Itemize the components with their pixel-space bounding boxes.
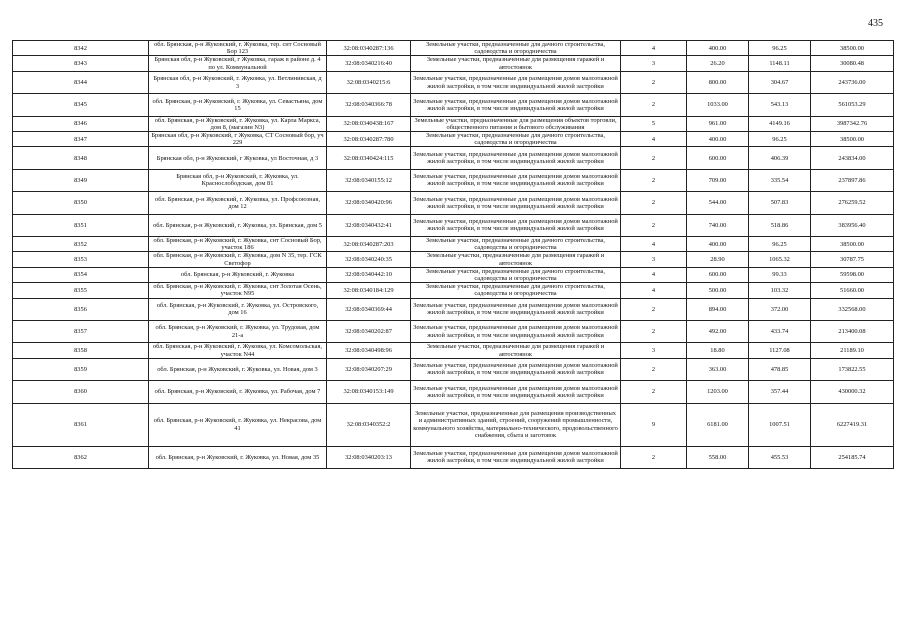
cadastral-value-table <box>12 40 894 469</box>
use-code-cell: 2 <box>621 298 687 320</box>
area-cell: 961.00 <box>687 116 749 131</box>
address-cell: обл. Брянская, р-н Жуковский, г. Жуковка, тер. снт Сосновый Бор 123 <box>149 41 327 56</box>
land-use-cell: Земельные участки, предназначенные для размещения домов малоэтажной жилой застройки, в том числе индивидуальной жилой застройки <box>411 94 621 116</box>
use-code-cell: 2 <box>621 358 687 380</box>
cadastral-value-cell: 3987342.76 <box>811 116 894 131</box>
table-row <box>13 252 894 267</box>
row-number: 8354 <box>13 267 149 282</box>
area-cell: 500.00 <box>687 283 749 298</box>
table-row <box>13 236 894 251</box>
table-row <box>13 192 894 214</box>
area-cell: 28.90 <box>687 252 749 267</box>
use-code-cell: 3 <box>621 252 687 267</box>
use-code-cell: 5 <box>621 116 687 131</box>
specific-value-cell: 1007.51 <box>749 403 811 446</box>
use-code-cell: 9 <box>621 403 687 446</box>
address-cell: обл. Брянская, р-н Жуковский, г. Жуковка, ул. Рабочая, дом 7 <box>149 381 327 403</box>
table-row <box>13 381 894 403</box>
land-use-cell: Земельные участки, предназначенные для размещения домов малоэтажной жилой застройки, в том числе индивидуальной жилой застройки <box>411 192 621 214</box>
table-row <box>13 41 894 56</box>
page-number: 435 <box>868 18 883 29</box>
use-code-cell: 2 <box>621 446 687 468</box>
area-cell: 400.00 <box>687 41 749 56</box>
row-number: 8346 <box>13 116 149 131</box>
row-number: 8351 <box>13 214 149 236</box>
address-cell: Брянская обл, р-н Жуковский, г Жуковка, гараж в районе д. 4 по ул. Коммунальной <box>149 56 327 71</box>
address-cell: обл. Брянская, р-н Жуковский, г. Жуковка, ул. Островского, дом 16 <box>149 298 327 320</box>
specific-value-cell: 4149.16 <box>749 116 811 131</box>
cadastral-value-cell: 430000.32 <box>811 381 894 403</box>
specific-value-cell: 96.25 <box>749 41 811 56</box>
address-cell: Брянская обл, р-н Жуковский, г. Жуковка, ул. Ветлинивская, д 3 <box>149 71 327 93</box>
cadastral-number-cell: 32:08:0340184:129 <box>327 283 411 298</box>
table-row <box>13 446 894 468</box>
table-row <box>13 267 894 282</box>
use-code-cell: 3 <box>621 56 687 71</box>
row-number: 8360 <box>13 381 149 403</box>
area-cell: 400.00 <box>687 236 749 251</box>
land-use-cell: Земельные участки, предназначенные для размещения гаражей и автостоянок <box>411 343 621 358</box>
cadastral-number-cell: 32:08:0340153:149 <box>327 381 411 403</box>
land-use-cell: Земельные участки, предназначенные для размещения домов малоэтажной жилой застройки, в том числе индивидуальной жилой застройки <box>411 446 621 468</box>
specific-value-cell: 518.86 <box>749 214 811 236</box>
land-use-cell: Земельные участки, предназначенные для размещения домов малоэтажной жилой застройки, в том числе индивидуальной жилой застройки <box>411 320 621 342</box>
cadastral-number-cell: 32:08:0340420:96 <box>327 192 411 214</box>
address-cell: обл. Брянская, р-н Жуковский, г. Жуковка, ул. Брянская, дом 5 <box>149 214 327 236</box>
land-use-cell: Земельные участки, предназначенные для размещения домов малоэтажной жилой застройки, в том числе индивидуальной жилой застройки <box>411 358 621 380</box>
row-number: 8350 <box>13 192 149 214</box>
area-cell: 6181.00 <box>687 403 749 446</box>
cadastral-value-cell: 38500.00 <box>811 236 894 251</box>
land-use-cell: Земельные участки, предназначенные для размещения объектов торговли, общественного питания и бытового обслуживания <box>411 116 621 131</box>
area-cell: 1203.00 <box>687 381 749 403</box>
row-number: 8348 <box>13 147 149 169</box>
table-row <box>13 298 894 320</box>
address-cell: обл. Брянская, р-н Жуковский, г. Жуковка, ул. Некрасова, дом 41 <box>149 403 327 446</box>
row-number: 8353 <box>13 252 149 267</box>
use-code-cell: 3 <box>621 343 687 358</box>
land-use-cell: Земельные участки, предназначенные для размещения домов малоэтажной жилой застройки, в том числе индивидуальной жилой застройки <box>411 381 621 403</box>
cadastral-value-cell: 332568.00 <box>811 298 894 320</box>
area-cell: 1033.00 <box>687 94 749 116</box>
cadastral-number-cell: 32:08:0340498:96 <box>327 343 411 358</box>
cadastral-number-cell: 32:08:0340352:2 <box>327 403 411 446</box>
specific-value-cell: 507.83 <box>749 192 811 214</box>
row-number: 8358 <box>13 343 149 358</box>
table-row <box>13 94 894 116</box>
use-code-cell: 2 <box>621 147 687 169</box>
address-cell: обл. Брянская, р-н Жуковский, г. Жуковка, ул. Новая, дом 35 <box>149 446 327 468</box>
cadastral-value-cell: 30080.48 <box>811 56 894 71</box>
specific-value-cell: 96.25 <box>749 236 811 251</box>
cadastral-number-cell: 32:08:0340287:203 <box>327 236 411 251</box>
address-cell: обл. Брянская, р-н Жуковский, г. Жуковка, ул. Профсоюзная, дом 12 <box>149 192 327 214</box>
land-use-cell: Земельные участки, предназначенные для размещения домов малоэтажной жилой застройки, в том числе индивидуальной жилой застройки <box>411 169 621 191</box>
use-code-cell: 4 <box>621 236 687 251</box>
specific-value-cell: 103.32 <box>749 283 811 298</box>
cadastral-value-cell: 237897.86 <box>811 169 894 191</box>
specific-value-cell: 1127.08 <box>749 343 811 358</box>
address-cell: обл. Брянская, р-н Жуковский, г. Жуковка, ул. Трудовая, дом 21-а <box>149 320 327 342</box>
row-number: 8352 <box>13 236 149 251</box>
area-cell: 492.00 <box>687 320 749 342</box>
area-cell: 740.00 <box>687 214 749 236</box>
use-code-cell: 2 <box>621 214 687 236</box>
area-cell: 26.20 <box>687 56 749 71</box>
table-row <box>13 147 894 169</box>
area-cell: 600.00 <box>687 267 749 282</box>
row-number: 8343 <box>13 56 149 71</box>
row-number: 8357 <box>13 320 149 342</box>
use-code-cell: 2 <box>621 71 687 93</box>
specific-value-cell: 96.25 <box>749 132 811 147</box>
use-code-cell: 2 <box>621 169 687 191</box>
cadastral-number-cell: 32:08:0340424:115 <box>327 147 411 169</box>
land-use-cell: Земельные участки, предназначенные для дачного строительства, садоводства и огородничества <box>411 236 621 251</box>
row-number: 8344 <box>13 71 149 93</box>
area-cell: 894.00 <box>687 298 749 320</box>
table-row <box>13 403 894 446</box>
cadastral-number-cell: 32:08:0340287:136 <box>327 41 411 56</box>
address-cell: обл. Брянская, р-н Жуковский, г. Жуковка, снт Золотая Осень, участок N95 <box>149 283 327 298</box>
cadastral-value-cell: 6227419.31 <box>811 403 894 446</box>
use-code-cell: 4 <box>621 267 687 282</box>
row-number: 8361 <box>13 403 149 446</box>
address-cell: обл. Брянская, р-н Жуковский, г. Жуковка <box>149 267 327 282</box>
cadastral-value-cell: 38500.00 <box>811 132 894 147</box>
row-number: 8345 <box>13 94 149 116</box>
specific-value-cell: 1065.32 <box>749 252 811 267</box>
land-use-cell: Земельные участки, предназначенные для размещения гаражей и автостоянок <box>411 252 621 267</box>
specific-value-cell: 543.13 <box>749 94 811 116</box>
use-code-cell: 2 <box>621 381 687 403</box>
table-row <box>13 132 894 147</box>
cadastral-value-cell: 243736.00 <box>811 71 894 93</box>
row-number: 8359 <box>13 358 149 380</box>
cadastral-number-cell: 32:08:0340442:10 <box>327 267 411 282</box>
address-cell: обл. Брянская, р-н Жуковский, г. Жуковка, ул. Новая, дом 3 <box>149 358 327 380</box>
cadastral-value-cell: 59598.00 <box>811 267 894 282</box>
cadastral-number-cell: 32:08:0340155:12 <box>327 169 411 191</box>
cadastral-value-cell: 561053.29 <box>811 94 894 116</box>
specific-value-cell: 335.54 <box>749 169 811 191</box>
table-row <box>13 116 894 131</box>
land-use-cell: Земельные участки, предназначенные для размещения производственных и административных зданий, строений, сооружений промышленности, коммунального хозяйства, материально-технического, продовольственного снабжения, сбыта и заготовок <box>411 403 621 446</box>
row-number: 8362 <box>13 446 149 468</box>
land-use-cell: Земельные участки, предназначенные для размещения домов малоэтажной жилой застройки, в том числе индивидуальной жилой застройки <box>411 147 621 169</box>
specific-value-cell: 1148.11 <box>749 56 811 71</box>
area-cell: 709.00 <box>687 169 749 191</box>
cadastral-value-cell: 213400.08 <box>811 320 894 342</box>
row-number: 8356 <box>13 298 149 320</box>
cadastral-value-cell: 21189.10 <box>811 343 894 358</box>
row-number: 8355 <box>13 283 149 298</box>
cadastral-value-cell: 276259.52 <box>811 192 894 214</box>
row-number: 8347 <box>13 132 149 147</box>
table-body <box>13 41 894 469</box>
table-row <box>13 320 894 342</box>
address-cell: обл. Брянская, р-н Жуковский, г. Жуковка, ул. Севастьяна, дом 15 <box>149 94 327 116</box>
cadastral-number-cell: 32:08:0340369:44 <box>327 298 411 320</box>
use-code-cell: 4 <box>621 283 687 298</box>
use-code-cell: 2 <box>621 192 687 214</box>
use-code-cell: 2 <box>621 94 687 116</box>
cadastral-value-cell: 38500.00 <box>811 41 894 56</box>
area-cell: 400.00 <box>687 132 749 147</box>
cadastral-number-cell: 32:08:0340207:29 <box>327 358 411 380</box>
use-code-cell: 4 <box>621 41 687 56</box>
land-use-cell: Земельные участки, предназначенные для размещения домов малоэтажной жилой застройки, в том числе индивидуальной жилой застройки <box>411 214 621 236</box>
address-cell: Брянская обл, р-н Жуковский, г Жуковка, СТ Сосновый бор, уч 229 <box>149 132 327 147</box>
table-row <box>13 214 894 236</box>
cadastral-value-cell: 173822.55 <box>811 358 894 380</box>
cadastral-number-cell: 32:08:0340432:41 <box>327 214 411 236</box>
address-cell: Брянская обл, р-н Жуковский, г. Жуковка, ул. Краснослободская, дом 81 <box>149 169 327 191</box>
table-row <box>13 343 894 358</box>
cadastral-number-cell: 32:08:0340287:780 <box>327 132 411 147</box>
land-use-cell: Земельные участки, предназначенные для размещения домов малоэтажной жилой застройки, в том числе индивидуальной жилой застройки <box>411 71 621 93</box>
table-row <box>13 56 894 71</box>
cadastral-number-cell: 32:08:0340438:167 <box>327 116 411 131</box>
specific-value-cell: 406.39 <box>749 147 811 169</box>
specific-value-cell: 99.33 <box>749 267 811 282</box>
specific-value-cell: 433.74 <box>749 320 811 342</box>
land-use-cell: Земельные участки, предназначенные для дачного строительства, садоводства и огородничества <box>411 267 621 282</box>
cadastral-value-cell: 243834.00 <box>811 147 894 169</box>
area-cell: 544.00 <box>687 192 749 214</box>
row-number: 8342 <box>13 41 149 56</box>
specific-value-cell: 357.44 <box>749 381 811 403</box>
area-cell: 18.80 <box>687 343 749 358</box>
cadastral-number-cell: 32:08:0340366:78 <box>327 94 411 116</box>
area-cell: 600.00 <box>687 147 749 169</box>
cadastral-value-cell: 254185.74 <box>811 446 894 468</box>
cadastral-value-cell: 383956.40 <box>811 214 894 236</box>
use-code-cell: 2 <box>621 320 687 342</box>
cadastral-number-cell: 32:08:0340215:6 <box>327 71 411 93</box>
specific-value-cell: 478.85 <box>749 358 811 380</box>
table-row <box>13 358 894 380</box>
cadastral-value-cell: 30787.75 <box>811 252 894 267</box>
land-use-cell: Земельные участки, предназначенные для размещения гаражей и автостоянок <box>411 56 621 71</box>
address-cell: обл. Брянская, р-н Жуковский, г. Жуковка, ул. Карла Маркса, дом 8, (магазин N3) <box>149 116 327 131</box>
cadastral-number-cell: 32:08:0340203:13 <box>327 446 411 468</box>
row-number: 8349 <box>13 169 149 191</box>
address-cell: обл. Брянская, р-н Жуковский, г. Жуковка, дом N 35, тер. ГСК Светофор <box>149 252 327 267</box>
table-row <box>13 283 894 298</box>
address-cell: Брянская обл, р-н Жуковский, г Жуковка, ул Восточная, д 3 <box>149 147 327 169</box>
specific-value-cell: 455.53 <box>749 446 811 468</box>
area-cell: 558.00 <box>687 446 749 468</box>
land-use-cell: Земельные участки, предназначенные для размещения домов малоэтажной жилой застройки, в том числе индивидуальной жилой застройки <box>411 298 621 320</box>
specific-value-cell: 304.67 <box>749 71 811 93</box>
cadastral-number-cell: 32:08:0340216:40 <box>327 56 411 71</box>
table-row <box>13 169 894 191</box>
land-use-cell: Земельные участки, предназначенные для дачного строительства, садоводства и огородничества <box>411 132 621 147</box>
address-cell: обл. Брянская, р-н Жуковский, г. Жуковка, ул. Комсомольская, участок N44 <box>149 343 327 358</box>
land-use-cell: Земельные участки, предназначенные для дачного строительства, садоводства и огородничества <box>411 283 621 298</box>
specific-value-cell: 372.00 <box>749 298 811 320</box>
address-cell: обл. Брянская, р-н Жуковский, г. Жуковка, снт Сосновый Бор, участок 186 <box>149 236 327 251</box>
cadastral-value-cell: 51660.00 <box>811 283 894 298</box>
cadastral-number-cell: 32:08:0340240:35 <box>327 252 411 267</box>
area-cell: 363.00 <box>687 358 749 380</box>
use-code-cell: 4 <box>621 132 687 147</box>
land-use-cell: Земельные участки, предназначенные для дачного строительства, садоводства и огородничества <box>411 41 621 56</box>
cadastral-number-cell: 32:08:0340202:87 <box>327 320 411 342</box>
table-row <box>13 71 894 93</box>
area-cell: 800.00 <box>687 71 749 93</box>
